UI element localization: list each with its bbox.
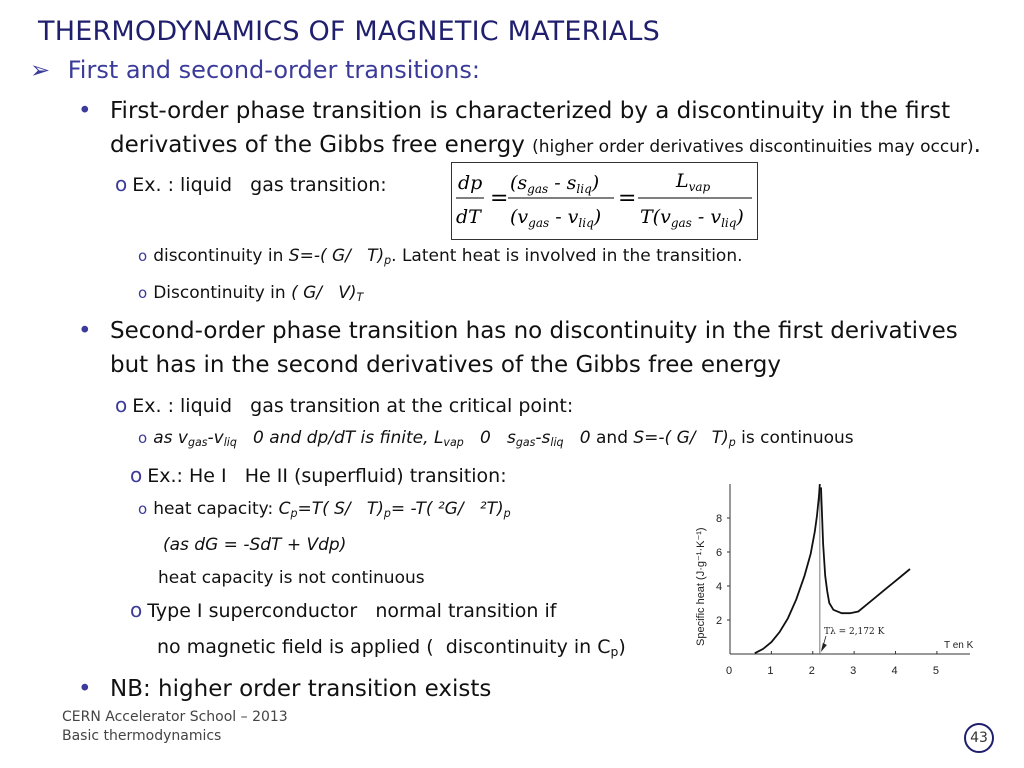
x-tick-label: 5 xyxy=(932,665,940,677)
chart-axes xyxy=(716,484,970,677)
bullet-2-line1: Second-order phase transition has no discontinuity in the first derivatives xyxy=(110,318,958,344)
footer-line2: Basic thermodynamics xyxy=(62,728,222,744)
example-2-label: Ex. : liquid gas transition at the critical point: xyxy=(132,395,574,417)
example-2 xyxy=(115,393,573,417)
circle-bullet-icon: o xyxy=(130,598,143,622)
bullet-3 xyxy=(78,676,92,702)
chart-annotation: Tλ = 2,172 K xyxy=(824,627,885,637)
sub-item-5 xyxy=(163,535,346,555)
eq-equals-2: = xyxy=(618,186,637,211)
bullet-1-line2-end: . xyxy=(973,132,981,158)
arrow-head-icon xyxy=(821,643,827,652)
y-tick-label: 8 xyxy=(716,513,723,525)
s4p3: p xyxy=(503,506,511,520)
example-4-line2 xyxy=(157,636,626,659)
example-4 xyxy=(130,598,556,622)
eq-dT: dT xyxy=(456,206,481,228)
chart-ylabel: Specific heat (J·g⁻¹·K⁻¹) xyxy=(695,527,707,646)
s3gas2: gas xyxy=(515,435,536,449)
eq-numerator-2: $L_{vap}$ xyxy=(676,170,711,194)
example-1-label: Ex. : liquid gas transition: xyxy=(132,174,387,196)
s3gas: gas xyxy=(187,435,208,449)
section-heading: First and second-order transitions: xyxy=(67,56,480,84)
s4b: C xyxy=(278,499,291,519)
s4a: heat capacity: xyxy=(153,499,279,519)
s4c: =T( S/ T) xyxy=(297,499,384,519)
s3liq: liq xyxy=(223,435,237,449)
s3d: 0 s xyxy=(463,428,516,448)
clausius-clapeyron-equation xyxy=(451,162,758,240)
circle-bullet-icon: o xyxy=(138,500,148,518)
heat-capacity-curve-2 xyxy=(821,487,910,613)
bullet-1-line2-note: (higher order derivatives discontinuities may occur) xyxy=(532,137,974,157)
sub-item-2-sub: T xyxy=(356,290,364,304)
y-tick-label: 6 xyxy=(716,547,723,559)
x-tick-label: 1 xyxy=(767,665,774,677)
lambda-point-chart xyxy=(688,478,988,683)
s4p2: p xyxy=(383,506,391,520)
bullet-3-text: NB: higher order transition exists xyxy=(110,676,492,702)
s3p: p xyxy=(728,435,736,449)
bullet-1 xyxy=(78,98,92,124)
bullet-dot-icon: • xyxy=(78,98,92,124)
s3vap: vap xyxy=(443,435,464,449)
example-3 xyxy=(130,463,507,487)
ex4-line2-end: ) xyxy=(618,636,626,658)
ex4-line2-text: no magnetic field is applied ( discontinuity in C xyxy=(157,636,611,658)
sub-item-2-text: Discontinuity in xyxy=(153,283,292,303)
eq-denominator-2: $T(v_{gas} - v_{liq})$ xyxy=(640,206,744,230)
s3g: and xyxy=(590,428,634,448)
s3c: 0 and dp/dT is finite, L xyxy=(236,428,444,448)
s3e: -s xyxy=(535,428,551,448)
page-number: 43 xyxy=(964,723,994,753)
ex4-line2-sub: p xyxy=(610,645,619,660)
eq-equals-1: = xyxy=(490,186,509,211)
circle-bullet-icon: o xyxy=(115,172,128,196)
bullet-2 xyxy=(78,318,92,344)
heat-capacity-curve-1 xyxy=(755,484,820,653)
x-tick-label: 4 xyxy=(891,665,898,677)
example-1 xyxy=(115,172,387,196)
chart-xlabel: T en K xyxy=(944,640,974,651)
s3f: 0 xyxy=(563,428,591,448)
x-tick-label: 2 xyxy=(808,665,815,677)
example-3-label: Ex.: He I He II (superfluid) transition: xyxy=(147,465,507,487)
circle-bullet-icon: o xyxy=(130,463,143,487)
circle-bullet-icon: o xyxy=(138,284,148,302)
x-tick-label: 0 xyxy=(726,665,733,677)
circle-bullet-icon: o xyxy=(115,393,128,417)
bullet-2-line2: but has in the second derivatives of the Gibbs free energy xyxy=(110,352,781,378)
equation-svg xyxy=(452,163,757,239)
sub-item-3 xyxy=(138,428,854,449)
sub-item-1-text: discontinuity in xyxy=(153,246,289,266)
eq-dp: dp xyxy=(458,172,483,194)
arrow-bullet-icon: ➢ xyxy=(30,56,51,84)
s3liq2: liq xyxy=(550,435,564,449)
example-4-line1: Type I superconductor normal transition if xyxy=(147,600,557,622)
bullet-1-line1: First-order phase transition is characterized by a discontinuity in the first xyxy=(110,98,951,124)
sub-item-2-formula: ( G/ V) xyxy=(291,283,357,303)
circle-bullet-icon: o xyxy=(138,247,148,265)
sub-item-4 xyxy=(138,499,511,520)
s5: (as dG = -SdT + Vdp) xyxy=(163,535,347,555)
bullet-1-line2-text: derivatives of the Gibbs free energy xyxy=(110,132,533,158)
sub-item-1-formula: S=-( G/ T) xyxy=(288,246,385,266)
bullet-dot-icon: • xyxy=(78,676,92,702)
circle-bullet-icon: o xyxy=(138,429,148,447)
bullet-dot-icon: • xyxy=(78,318,92,344)
s3i: is continuous xyxy=(735,428,854,448)
y-tick-label: 4 xyxy=(716,581,723,593)
s3b: -v xyxy=(207,428,224,448)
bullet-1-line2 xyxy=(110,132,981,158)
sub-item-2 xyxy=(138,283,363,304)
y-tick-label: 2 xyxy=(716,615,723,627)
s3h: S=-( G/ T) xyxy=(633,428,729,448)
eq-denominator-1: $(v_{gas} - v_{liq})$ xyxy=(510,206,602,230)
s3a: as v xyxy=(153,428,188,448)
sub-item-6: heat capacity is not continuous xyxy=(158,568,425,588)
heading-row xyxy=(30,56,480,84)
footer-line1: CERN Accelerator School – 2013 xyxy=(62,709,288,725)
s4p: p xyxy=(290,506,298,520)
sub-item-1 xyxy=(138,246,743,267)
s4d: = -T( ²G/ ²T) xyxy=(390,499,504,519)
sub-item-1-sub: p xyxy=(384,253,392,267)
sub-item-1-rest: . Latent heat is involved in the transition. xyxy=(391,246,743,266)
slide-title: THERMODYNAMICS OF MAGNETIC MATERIALS xyxy=(38,16,660,47)
x-tick-label: 3 xyxy=(850,665,857,677)
eq-numerator-1: $(s_{gas} - s_{liq})$ xyxy=(510,172,600,196)
